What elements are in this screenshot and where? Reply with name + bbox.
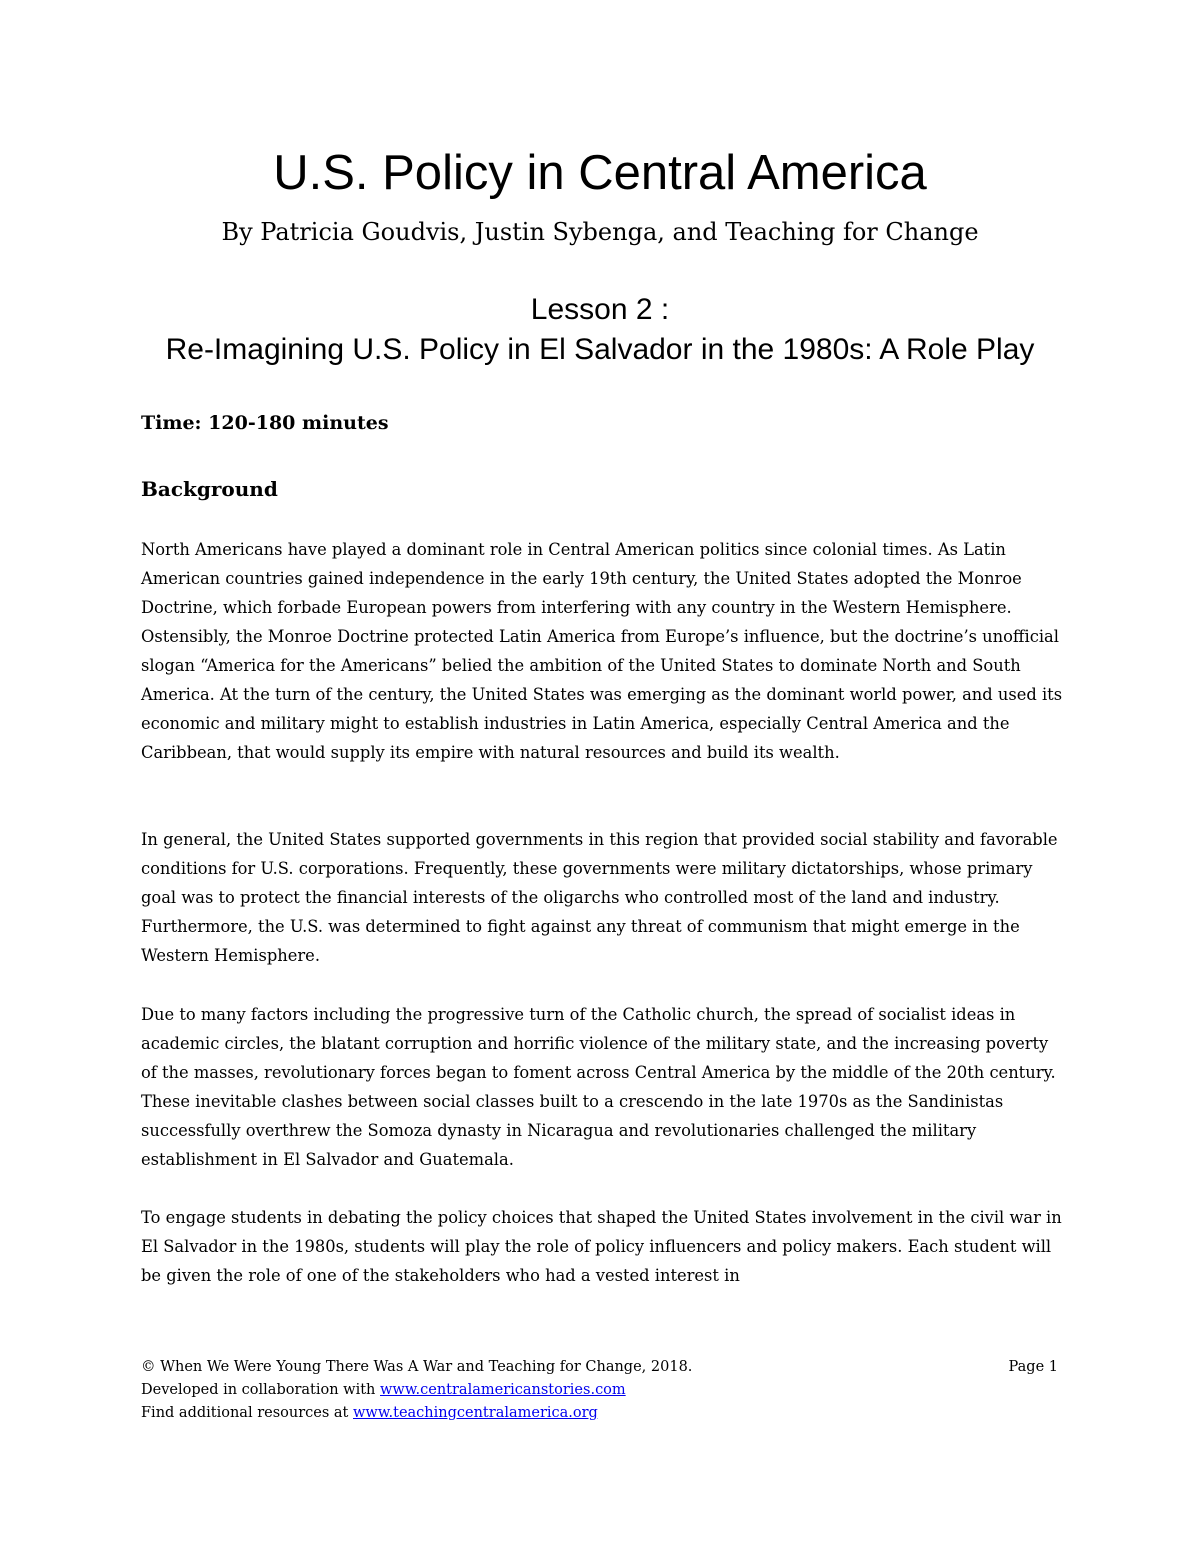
teaching-central-america-link[interactable]: www.teachingcentralamerica.org — [353, 1405, 598, 1421]
footer-copyright: © When We Were Young There Was A War and Teaching for Change, 2018. — [141, 1359, 693, 1375]
paragraph: In general, the United States supported governments in this region that provided social stability and favorable conditions for U.S. corporations. Frequently, these governments were military dictatorships, whose primary goal was to protect the financial interests of the oligarchs who controlled most of the land and industry. Furthermore, the U.S. was determined to fight against any threat of communism that might emerge in the Western Hemisphere. — [141, 830, 1058, 965]
lesson-title: Re-Imagining U.S. Policy in El Salvador in the 1980s: A Role Play — [165, 333, 1035, 366]
page-number: Page 1 — [1008, 1359, 1058, 1375]
footer-resources-label: Find additional resources at — [141, 1405, 353, 1421]
central-american-stories-link[interactable]: www.centralamericanstories.com — [380, 1382, 626, 1398]
time-info: Time: 120-180 minutes — [141, 412, 389, 434]
paragraph: Due to many factors including the progressive turn of the Catholic church, the spread of socialist ideas in academic circles, the blatant corruption and horrific violence of the military state, and the increasing poverty of the masses, revolutionary forces began to foment across Central America by the middle of the 20th century. These inevitable clashes between social classes built to a crescendo in the late 1970s as the Sandinistas successfully overthrew the Somoza dynasty in Nicaragua and revolutionaries challenged the military establishment in El Salvador and Guatemala. — [141, 1005, 1056, 1169]
footer-developed-label: Developed in collaboration with — [141, 1382, 381, 1398]
paragraph: To engage students in debating the policy choices that shaped the United States involvement in the civil war in El Salvador in the 1980s, students will play the role of policy influencers and policy makers. Each student will be given the role of one of the stakeholders who had a vested interest in — [141, 1208, 1062, 1285]
lesson-number: Lesson 2 : — [530, 293, 670, 326]
document-title: U.S. Policy in Central America — [273, 146, 927, 200]
paragraph: North Americans have played a dominant role in Central American politics since colonial times. As Latin American countries gained independence in the early 19th century, the United States adopted the Monroe Doctrine, which forbade European powers from interfering with any country in the Western Hemisphere. Ostensibly, the Monroe Doctrine protected Latin America from Europe’s influence, but the doctrine’s unofficial slogan “America for the Americans” belied the ambition of the United States to dominate North and South America. At the turn of the century, the United States was emerging as the dominant world power, and used its economic and military might to establish industries in Latin America, especially Central America and the Caribbean, that would supply its empire with natural resources and build its wealth. — [141, 540, 1063, 762]
document-byline: By Patricia Goudvis, Justin Sybenga, and Teaching for Change — [221, 218, 979, 246]
section-heading-background: Background — [141, 477, 278, 501]
footer-developed — [141, 1379, 1058, 1402]
footer-resources — [141, 1402, 1058, 1425]
